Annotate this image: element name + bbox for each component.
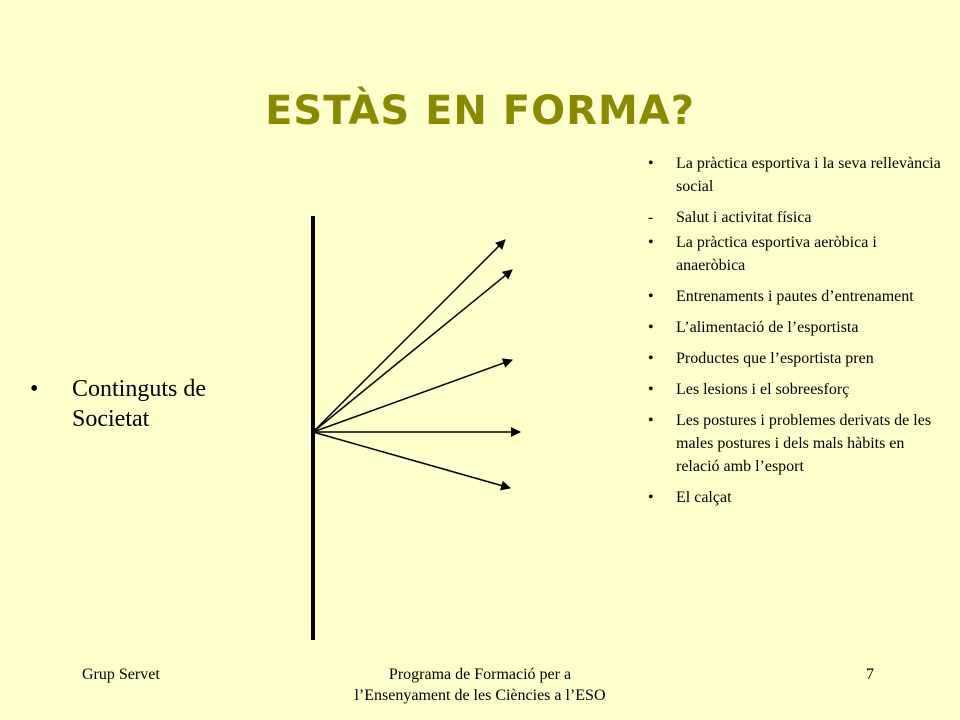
bullet-icon: • [648, 412, 654, 429]
list-item: • L’alimentació de l’esportista [648, 316, 948, 339]
bullet-icon: • [30, 376, 39, 402]
bullet-icon: • [648, 350, 654, 367]
footer-author: Grup Servet [82, 666, 160, 683]
topics-list [648, 152, 948, 517]
list-item: • Entrenaments i pautes d’entrenament [648, 285, 948, 308]
arrow-5 [313, 432, 510, 488]
left-bullet-text: Continguts de Societat [72, 376, 207, 432]
bullet-icon: • [648, 381, 654, 398]
arrow-3 [313, 360, 512, 432]
page-number: 7 [866, 666, 874, 683]
list-item: • El calçat [648, 486, 948, 509]
list-item: • La pràctica esportiva aeròbica i anaeròbica [648, 231, 948, 277]
bullet-icon: • [648, 155, 654, 172]
list-item: • La pràctica esportiva i la seva rellevància social [648, 152, 948, 198]
dash-icon: - [648, 209, 654, 226]
arrow-2 [313, 270, 512, 432]
bullet-icon: • [648, 288, 654, 305]
footer-program: Programa de Formació per a l’Ensenyament de les Ciències a l’ESO [354, 666, 606, 704]
list-item: • Les lesions i el sobreesforç [648, 378, 948, 401]
slide-title: ESTÀS EN FORMA? [265, 88, 695, 134]
bullet-icon: • [648, 319, 654, 336]
list-item: - Salut i activitat física [648, 206, 948, 229]
bullet-icon: • [648, 234, 654, 251]
bullet-icon: • [648, 489, 654, 506]
list-item: • Les postures i problemes derivats de les males postures i dels mals hàbits en relació amb l’esport [648, 409, 948, 478]
list-item: • Productes que l’esportista pren [648, 347, 948, 370]
arrow-1 [313, 240, 505, 432]
